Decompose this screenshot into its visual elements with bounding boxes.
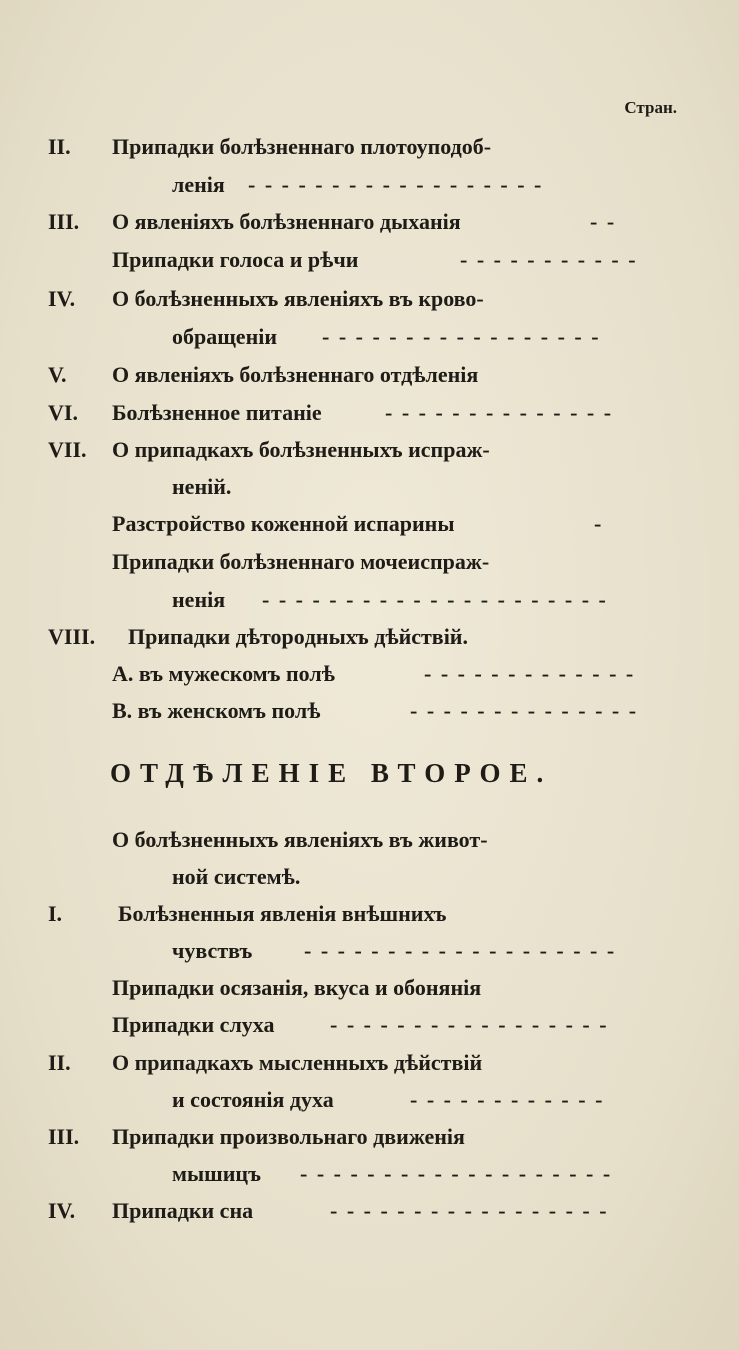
entry-title: мышицъ bbox=[172, 1161, 261, 1186]
entry-title: Припадки дѣторoдныхъ дѣйствій. bbox=[128, 624, 468, 649]
entry-title: В. въ женскомъ полѣ bbox=[112, 698, 321, 723]
dot-leader: - - - - - - - - - - - - bbox=[410, 1087, 605, 1112]
chapter-number: VIII. bbox=[48, 624, 96, 649]
dot-leader: - - - - - - - - - - - bbox=[460, 247, 638, 272]
entry-title: ной системѣ. bbox=[172, 864, 301, 889]
dot-leader: - - - - - - - - - - - - - - - - - bbox=[322, 324, 601, 349]
entry-title: О припадкахъ мысленныхъ дѣйствій bbox=[112, 1050, 483, 1075]
entry-title: А. въ мужескомъ полѣ bbox=[112, 661, 335, 686]
chapter-number: IV. bbox=[48, 1198, 76, 1223]
dot-leader: - - - - - - - - - - - - - - - - - bbox=[330, 1198, 609, 1223]
entry-title: Болѣзненныя явленія внѣшнихъ bbox=[118, 901, 447, 926]
chapter-number: V. bbox=[48, 362, 67, 387]
dot-leader: - - - - - - - - - - - - - - - - - - - bbox=[304, 938, 617, 963]
dot-leader: - bbox=[594, 511, 604, 536]
entry-title: Припадки голоса и рѣчи bbox=[112, 247, 359, 272]
dot-leader: - - - - - - - - - - - - - - - - - - - bbox=[300, 1161, 613, 1186]
chapter-number: III. bbox=[48, 209, 80, 234]
entry-title: О явленіяхъ болѣзненнаго дыханія bbox=[112, 209, 461, 234]
entry-title: неній. bbox=[172, 474, 232, 499]
dot-leader: - - bbox=[590, 209, 617, 234]
chapter-number: II. bbox=[48, 134, 71, 159]
dot-leader: - - - - - - - - - - - - - - bbox=[385, 400, 614, 425]
chapter-number: II. bbox=[48, 1050, 71, 1075]
dot-leader: - - - - - - - - - - - - - - - - - - bbox=[248, 172, 544, 197]
entry-title: обращеніи bbox=[172, 324, 278, 349]
chapter-number: VII. bbox=[48, 437, 87, 462]
dot-leader: - - - - - - - - - - - - - bbox=[424, 661, 636, 686]
entry-title: ленія bbox=[172, 172, 225, 197]
entry-title: Припадки сна bbox=[112, 1198, 254, 1223]
entry-title: Припадки слуха bbox=[112, 1012, 275, 1037]
entry-title: Разстройство коженной испарины bbox=[112, 511, 455, 536]
entry-title: Болѣзненное питаніе bbox=[112, 400, 322, 425]
entry-title: Припадки болѣзненнаго плотоуподоб- bbox=[112, 134, 492, 159]
entry-title: Припадки болѣзненнаго мочеиспраж- bbox=[112, 549, 490, 574]
entry-title: Припадки осязанія, вкуса и обонянія bbox=[112, 975, 482, 1000]
entry-title: Припадки произвольнаго движенія bbox=[112, 1124, 465, 1149]
entry-title: О болѣзненныхъ явленіяхъ въ живот- bbox=[112, 827, 488, 852]
dot-leader: - - - - - - - - - - - - - - - - - - - - - bbox=[262, 587, 608, 612]
dot-leader: - - - - - - - - - - - - - - - - - bbox=[330, 1012, 609, 1037]
section-title: ОТДѢЛЕНІЕ ВТОРОЕ. bbox=[110, 758, 553, 788]
entry-title: О припадкахъ болѣзненныхъ испраж- bbox=[112, 437, 490, 462]
page-column-header: Стран. bbox=[624, 98, 677, 117]
entry-title: чувствъ bbox=[172, 938, 253, 963]
chapter-number: I. bbox=[48, 901, 63, 926]
chapter-number: VI. bbox=[48, 400, 78, 425]
entry-title: и состоянія духа bbox=[172, 1087, 334, 1112]
chapter-number: IV. bbox=[48, 286, 76, 311]
chapter-number: III. bbox=[48, 1124, 80, 1149]
entry-title: О болѣзненныхъ явленіяхъ въ крово- bbox=[112, 286, 484, 311]
entry-title: О явленіяхъ болѣзненнаго отдѣленія bbox=[112, 362, 479, 387]
entry-title: ненія bbox=[172, 587, 226, 612]
dot-leader: - - - - - - - - - - - - - - bbox=[410, 698, 639, 723]
